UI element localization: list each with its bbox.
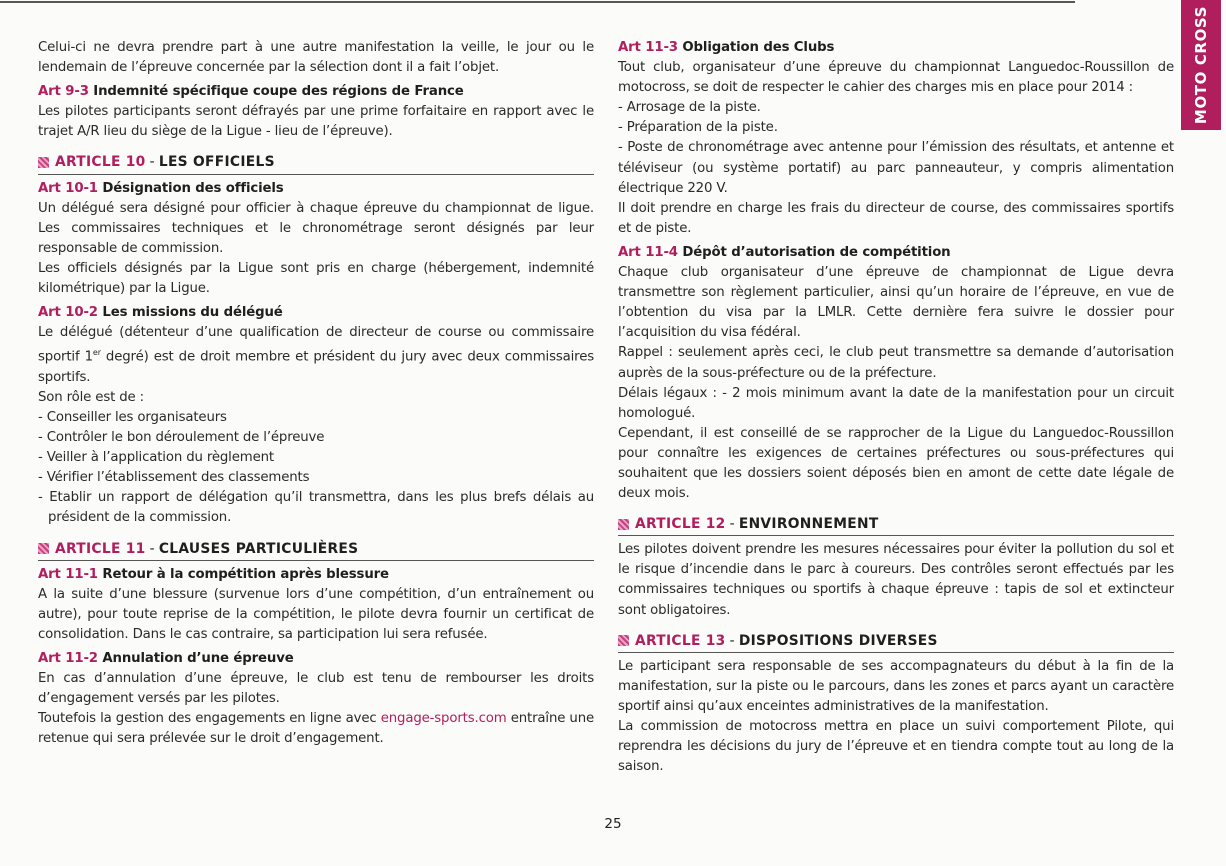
article-number: Art 11-2 <box>38 651 98 667</box>
section-dash: - <box>729 516 735 533</box>
engage-sports-link[interactable]: engage-sports.com <box>380 711 507 727</box>
paragraph: Chaque club organisateur d’une épreuve de championnat de Ligue devra transmettre son règlement particulier, ainsi qu’un horaire de l’épreuve, en vue de l’obtention du visa par la LMLR. Cette dernière fera suivre le dossier pour l’acquisition du visa fédéral. <box>618 265 1174 341</box>
paragraph: Rappel : seulement après ceci, le club peut transmettre sa demande d’autorisation auprès de la sous-préfecture ou de la préfecture. <box>618 345 1174 381</box>
article-number: Art 11-4 <box>618 244 678 260</box>
list-item: - Arrosage de la piste. <box>618 100 761 116</box>
list-item: - Vérifier l’établissement des classements <box>38 470 310 486</box>
paragraph: Celui-ci ne devra prendre part à une autre manifestation la veille, le jour ou le lendemain de l’épreuve concernée par la sélection dont il a fait l’objet. <box>38 40 594 76</box>
section-dash: - <box>149 154 155 171</box>
section-name: LES OFFICIELS <box>158 154 275 171</box>
left-column <box>38 38 594 750</box>
section-label: ARTICLE 10 <box>55 154 146 171</box>
paragraph: Cependant, il est conseillé de se rapprocher de la Ligue du Languedoc-Roussillon pour connaître les exigences de certaines préfectures ou sous-préfectures qui souhaitent que les dossiers soient déposés bien en amont de cette date légale de deux mois. <box>618 425 1174 502</box>
paragraph: Les pilotes doivent prendre les mesures nécessaires pour éviter la pollution du sol et le risque d’incendie dans le parc à coureurs. Des contrôles seront effectués par les commissaires techniques ou sportifs à chaque épreuve : tapis de sol et extincteur sont obligatoires. <box>618 542 1174 618</box>
paragraph: A la suite d’une blessure (survenue lors d’une compétition, d’un entraînement ou autre), pour toute reprise de la compétition, le pilote devra fournir un certificat de consolidation. Dans le cas contraire, sa participation lui sera refusée. <box>38 586 594 642</box>
section-label: ARTICLE 11 <box>55 540 146 557</box>
paragraph: Les pilotes participants seront défrayés par une prime forfaitaire en rapport avec le trajet A/R lieu du siège de la Ligue - lieu de l’épreuve). <box>38 104 594 140</box>
right-column <box>618 38 1174 777</box>
paragraph <box>38 323 594 388</box>
paragraph: Délais légaux : - 2 mois minimum avant la date de la manifestation pour un circuit homologué. <box>618 385 1174 421</box>
section-tab-label: MOTO CROSS <box>1192 5 1210 125</box>
article-number: Art 11-1 <box>38 566 98 582</box>
square-bullet-icon <box>618 519 629 530</box>
paragraph: Un délégué sera désigné pour officier à chaque épreuve du championnat de ligue. Les commissaires techniques et le chronométrage seront désignés par leur responsable de commission. <box>38 200 594 256</box>
page-number: 25 <box>604 816 622 832</box>
article-title: Retour à la compétition après blessure <box>102 566 389 582</box>
article-heading-11-3 <box>618 38 1174 58</box>
section-name: CLAUSES PARTICULIÈRES <box>158 540 359 557</box>
list-item: - Conseiller les organisateurs <box>38 410 227 426</box>
section-label: ARTICLE 12 <box>635 516 726 533</box>
list-item: - Préparation de la piste. <box>618 120 778 136</box>
paragraph: Le participant sera responsable de ses accompagnateurs du début à la fin de la manifestation, sur la piste ou le parcours, dans les zones et parcs ayant un caractère sportif ainsi qu’aux enceintes administratives de la manifestation. <box>618 658 1174 714</box>
article-number: Art 9-3 <box>38 84 89 100</box>
paragraph: En cas d’annulation d’une épreuve, le club est tenu de rembourser les droits d’engagement versés par les pilotes. <box>38 671 594 707</box>
article-heading-11-1 <box>38 565 594 585</box>
section-name: ENVIRONNEMENT <box>738 516 879 533</box>
paragraph: La commission de motocross mettra en place un suivi comportement Pilote, qui reprendra les décisions du jury de l’épreuve et en tiendra compte tout au long de la saison. <box>618 719 1174 775</box>
paragraph: Son rôle est de : <box>38 389 144 405</box>
square-bullet-icon <box>38 543 49 554</box>
section-dash: - <box>149 540 155 557</box>
article-title: Désignation des officiels <box>102 180 284 196</box>
paragraph: Les officiels désignés par la Ligue sont pris en charge (hébergement, indemnité kilométrique) par la Ligue. <box>38 260 594 297</box>
section-heading-article-13 <box>618 631 1174 653</box>
text-segment: Le délégué (détenteur d’une qualification de directeur de course ou commissaire sportif 1 <box>38 325 594 365</box>
section-heading-article-11 <box>38 539 594 561</box>
article-number: Art 10-2 <box>38 305 98 321</box>
article-title: Obligation des Clubs <box>682 40 835 55</box>
article-heading-9-3 <box>38 82 594 102</box>
article-title: Annulation d’une épreuve <box>102 651 294 667</box>
article-heading-10-1 <box>38 179 594 199</box>
list-item: - Veiller à l’application du règlement <box>38 450 274 466</box>
list-item: - Etablir un rapport de délégation qu’il transmettra, dans les plus brefs délais au président de la commission. <box>38 490 594 526</box>
text-segment: degré) est de droit membre et président du jury avec deux commissaires sportifs. <box>38 349 594 385</box>
square-bullet-icon <box>618 635 629 646</box>
section-heading-article-10 <box>38 152 594 174</box>
list-item: - Poste de chronométrage avec antenne pour l’émission des résultats, et antenne et téléviseur (ou système portatif) au parc panneauteur, y compris alimentation électrique 220 V. <box>618 140 1174 196</box>
article-heading-10-2 <box>38 303 594 323</box>
article-title: Dépôt d’autorisation de compétition <box>682 244 951 260</box>
article-number: Art 11-3 <box>618 40 678 55</box>
top-rule <box>0 1 1075 3</box>
paragraph <box>38 709 594 749</box>
section-dash: - <box>729 632 735 649</box>
article-title: Indemnité spécifique coupe des régions de France <box>93 84 464 100</box>
section-label: ARTICLE 13 <box>635 632 726 649</box>
superscript: er <box>92 348 101 358</box>
section-name: DISPOSITIONS DIVERSES <box>738 632 938 649</box>
text-segment: entraîne une retenue qui sera prélevée sur le droit d’engagement. <box>38 711 595 747</box>
article-title: Les missions du délégué <box>102 305 283 321</box>
article-heading-11-4 <box>618 243 1174 263</box>
section-heading-article-12 <box>618 514 1174 536</box>
article-number: Art 10-1 <box>38 180 98 196</box>
paragraph: Tout club, organisateur d’une épreuve du championnat Languedoc-Roussillon de motocross, se doit de respecter le cahier des charges mis en place pour 2014 : <box>618 60 1174 96</box>
text-segment: Toutefois la gestion des engagements en ligne avec <box>38 711 381 727</box>
paragraph: Il doit prendre en charge les frais du directeur de course, des commissaires sportifs et de piste. <box>618 200 1174 236</box>
square-bullet-icon <box>38 157 49 168</box>
section-tab <box>1181 0 1221 130</box>
article-heading-11-2 <box>38 649 594 669</box>
list-item: - Contrôler le bon déroulement de l’épreuve <box>38 430 325 446</box>
